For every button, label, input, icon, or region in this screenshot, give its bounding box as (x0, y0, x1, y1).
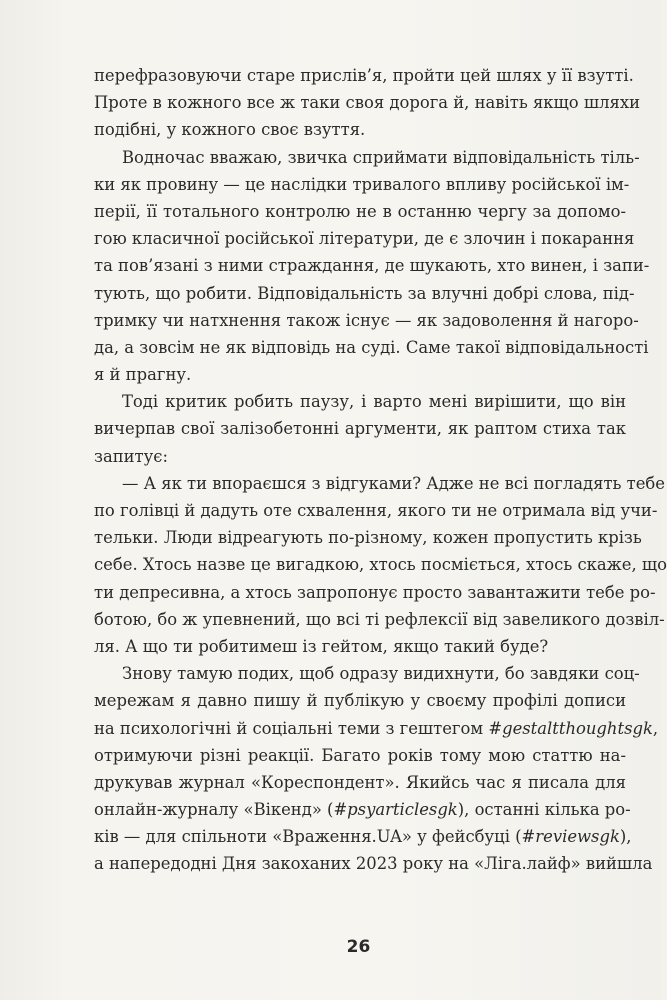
text-line: Водночас вважаю, звичка сприймати відповідальність тіль- (122, 147, 640, 167)
text-fragment: онлайн-журналу «Вікенд» ( (94, 800, 334, 820)
text-line: — А як ти впораєшся з відгуками? Адже не всі погладять тебе (122, 473, 666, 493)
hashtag-reviews: #reviewsgk (521, 827, 620, 847)
text-line: а напередодні Дня закоханих 2023 року на «Ліга.лайф» вийшла (94, 854, 653, 874)
text-line: да, а зовсім не як відповідь на суді. Саме такої відповідальності (94, 337, 649, 357)
text-line: мережам я давно пишу й публікую у своєму профілі дописи (94, 691, 626, 711)
body-text (94, 62, 667, 878)
text-line: гою класичної російської літератури, де є злочин і покарання (94, 229, 635, 249)
text-line: перії, її тотального контролю не в останню чергу за допомо- (94, 201, 626, 221)
text-line: я й прагну. (94, 365, 192, 385)
text-line: по голівці й дадуть оте схвалення, якого ти не отримала від учи- (94, 501, 658, 520)
text-fragment: ків — для спільноти «Враження.UA» у фейсбуці ( (94, 827, 522, 847)
text-line: друкував журнал «Кореспондент». Якийсь час я писала для (94, 772, 626, 792)
text-fragment: , (652, 718, 659, 738)
text-line: Проте в кожного все ж таки своя дорога й, навіть якщо шляхи (94, 93, 641, 113)
text-line: тують, що робити. Відповідальність за влучні добрі слова, під- (94, 283, 635, 303)
text-line: отримуючи різні реакції. Багато років тому мою статтю на- (94, 745, 626, 765)
text-line: Знову тамую подих, щоб одразу видихнути, бо завдяки соц- (122, 664, 640, 684)
text-line: Тоді критик робить паузу, і варто мені вирішити, що він (122, 392, 626, 412)
text-line: запитує: (94, 446, 168, 466)
text-line: тельки. Люди відреагують по-різному, кожен пропустить крізь (94, 528, 642, 548)
text-line: подібні, у кожного своє взуття. (94, 120, 366, 140)
text-line: ки як провину — це наслідки тривалого впливу російської ім- (94, 174, 630, 194)
page-number: 26 (346, 937, 371, 957)
text-line: вичерпав свої залізобетонні аргументи, як раптом стиха так (94, 419, 626, 439)
text-fragment: ), (619, 827, 632, 847)
text-line: себе. Хтось назве це вигадкою, хтось посміється, хтось скаже, що (94, 555, 667, 575)
text-fragment: ), останні кілька ро- (457, 800, 631, 820)
text-line (94, 796, 631, 823)
hashtag-gestalt: #gestaltthoughtsgk (488, 718, 653, 738)
hashtag-psy: #psyarticlesgk (333, 800, 458, 820)
text-line: ти депресивна, а хтось запропонує просто завантажити тебе ро- (94, 582, 656, 602)
text-line: ля. А що ти робитимеш із гейтом, якщо такий буде? (94, 636, 549, 656)
text-line (94, 823, 632, 850)
text-line (94, 715, 659, 742)
text-line: перефразовуючи старе прислів’я, пройти цей шлях у її взутті. (94, 66, 634, 85)
text-line: та пов’язані з ними страждання, де шукають, хто винен, і запи- (94, 256, 650, 276)
text-fragment: на психологічні й соціальні теми з гештегом (94, 718, 484, 738)
text-line: ботою, бо ж упевнений, що всі ті рефлексії від завеликого дозвіл- (94, 609, 665, 629)
text-line: тримку чи натхнення також існує — як задоволення й нагоро- (94, 310, 639, 330)
